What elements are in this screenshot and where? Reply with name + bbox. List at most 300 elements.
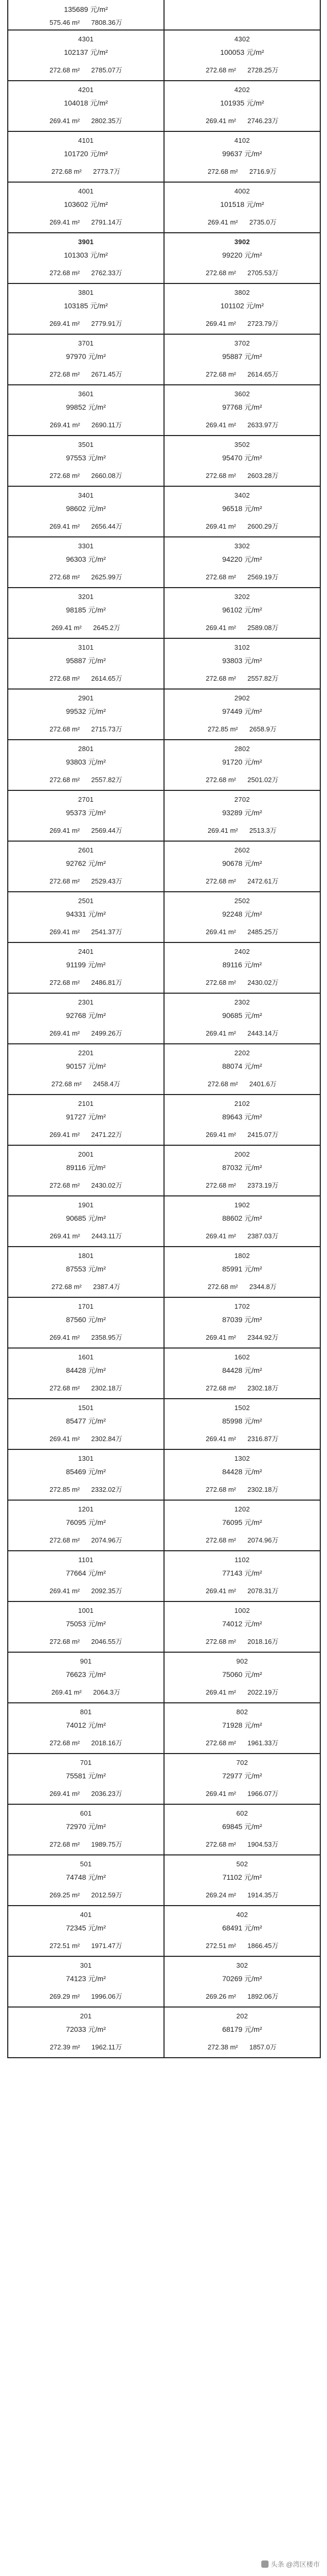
unit-price-value: 68491 [222,1924,243,1932]
unit-number: 1801 [78,1252,94,1260]
unit-price-value: 72345 [66,1924,86,1932]
unit-total-value: 2723.79 [247,320,272,327]
unit-price-unit: 元/m² [88,707,106,715]
unit-price-value: 100053 [220,48,245,56]
unit-price-unit: 元/m² [88,808,106,817]
unit-number: 4202 [234,86,250,94]
unit-area-unit: m² [72,1384,80,1392]
unit-total-value: 2430.02 [91,1181,116,1189]
unit-price-value: 84428 [66,1366,86,1374]
unit-area-unit: m² [72,269,80,277]
unit-area [50,370,80,378]
unit-total-value: 2705.53 [247,269,272,277]
unit-price [165,1162,320,1173]
unit-total-value: 1996.06 [91,1993,116,2000]
unit-area-value: 272.68 [49,573,70,581]
unit-price [165,1923,320,1933]
unit-number: 1102 [234,1556,250,1564]
unit-total-value: 2746.23 [247,117,272,125]
unit-area-unit: m² [72,928,80,936]
unit-number: 2801 [78,745,94,753]
unit-total-unit: 万 [272,1840,279,1848]
unit-price [8,503,164,514]
unit-price-value: 97768 [222,403,243,411]
unit-meta [8,1738,164,1747]
unit-price-unit: 元/m² [88,910,106,918]
unit-price [8,554,164,564]
unit-total [93,1079,121,1088]
unit-price-value: 92248 [222,910,243,918]
unit-meta [165,1028,320,1038]
unit-number: 1701 [78,1302,94,1310]
unit-price-value: 90685 [66,1214,86,1222]
unit-total [247,876,278,886]
unit-area-unit: m² [228,320,236,327]
unit-cell [165,2008,321,2058]
unit-price-unit: 元/m² [244,1873,262,1881]
unit-total-value: 2471.22 [91,1131,116,1139]
unit-area [206,370,236,378]
unit-price-unit: 元/m² [88,403,106,411]
unit-cell [8,1551,165,1602]
unit-price-unit: 元/m² [244,251,262,259]
unit-area-value: 272.38 [207,2043,229,2051]
unit-area [207,1283,238,1291]
unit-area-value: 269.41 [49,928,70,936]
unit-number: 1101 [78,1556,94,1564]
unit-area-unit: m² [228,1993,236,2000]
unit-number: 3702 [234,339,250,347]
unit-total [247,1484,278,1494]
unit-price-value: 103602 [64,200,88,208]
unit-total [91,1738,122,1747]
unit-meta [165,774,320,784]
unit-price-value: 69845 [222,1822,243,1831]
unit-area-value: 269.41 [49,1334,70,1341]
unit-area-unit: m² [228,66,236,74]
unit-area [50,979,80,986]
unit-total-value: 2074.96 [91,1536,116,1544]
unit-price-value: 102137 [64,48,88,56]
unit-cell [8,892,165,943]
unit-cell [8,487,165,537]
unit-price-value: 72977 [222,1772,243,1780]
unit-price-unit: 元/m² [88,555,106,563]
unit-meta [8,115,164,125]
unit-area-value: 272.68 [205,776,227,784]
unit-price-unit: 元/m² [244,1467,262,1476]
unit-price-value: 96102 [222,606,243,614]
unit-area-value: 269.41 [49,827,70,834]
unit-area-unit: m² [72,320,80,327]
unit-total-value: 2728.25 [247,66,272,74]
unit-price-value: 104018 [64,99,88,107]
unit-total-unit: 万 [115,320,123,327]
unit-meta [165,1129,320,1139]
unit-price [8,1010,164,1021]
unit-area [50,117,80,125]
unit-area-value: 269.41 [205,117,227,125]
unit-total [249,2042,277,2051]
unit-number: 3102 [234,643,250,651]
unit-total [91,1991,122,2001]
unit-total-unit: 万 [272,66,279,74]
unit-price-unit: 元/m² [88,859,106,867]
unit-total [91,1940,122,1950]
unit-meta [8,1788,164,1798]
unit-cell [165,487,321,537]
unit-total-value: 2603.28 [247,472,272,480]
unit-area-unit: m² [72,1536,80,1544]
unit-total [91,724,122,733]
unit-total-value: 2092.35 [91,1587,116,1595]
unit-area [51,1283,82,1291]
unit-price [8,807,164,818]
unit-price [8,1923,164,1933]
unit-total-value: 2658.9 [249,725,270,733]
unit-total [247,369,278,379]
unit-price-value: 71102 [222,1873,242,1881]
unit-cell [165,1602,321,1653]
unit-cell [165,436,321,487]
unit-price-unit: 元/m² [90,302,108,310]
unit-cell [8,81,165,132]
unit-price-unit: 元/m² [88,1924,106,1932]
unit-total [247,318,278,328]
unit-total-value: 2762.33 [91,269,116,277]
unit-price-value: 88602 [222,1214,243,1222]
unit-price-value: 98185 [66,606,86,614]
unit-cell [8,1805,165,1855]
unit-cell [8,1602,165,1653]
unit-cell [165,1450,321,1501]
unit-price [8,1061,164,1071]
unit-number: 1601 [78,1353,94,1361]
unit-total-value: 2486.81 [91,979,116,986]
unit-area-unit: m² [228,1181,236,1189]
unit-total [91,1636,122,1646]
unit-total-value: 2078.31 [247,1587,272,1595]
unit-area [206,1739,236,1747]
unit-total-value: 2022.19 [247,1688,272,1696]
unit-cell [8,1298,165,1349]
unit-total [91,318,122,328]
unit-price [165,909,320,919]
unit-total [91,217,122,227]
unit-cell [8,31,165,81]
unit-price-value: 103185 [64,302,88,310]
unit-cell [8,1754,165,1805]
unit-number: 2601 [78,846,94,854]
unit-price-value: 99532 [66,707,86,715]
unit-area [51,168,82,175]
unit-price-unit: 元/m² [88,1873,106,1881]
unit-number: 3401 [78,491,94,499]
unit-area [50,877,80,885]
unit-area-value: 272.68 [49,1739,70,1747]
unit-price-unit: 元/m² [88,1569,106,1577]
unit-total-unit: 万 [115,66,123,74]
unit-price [165,503,320,514]
unit-area-value: 272.68 [49,1536,70,1544]
unit-total-value: 2472.61 [247,877,272,885]
unit-meta [165,369,320,379]
unit-total [91,1890,122,1899]
unit-price-value: 84428 [222,1467,243,1476]
unit-area-value: 269.41 [49,522,70,530]
unit-cell [165,1957,321,2008]
unit-number: 1302 [234,1455,250,1462]
unit-area-unit: m² [228,522,236,530]
unit-total-value: 2614.65 [91,675,116,682]
unit-meta [8,1839,164,1849]
unit-area-value: 269.41 [205,1790,227,1798]
unit-total-value: 2735.0 [249,218,270,226]
unit-meta [8,1991,164,2001]
unit-cell [165,1146,321,1196]
unit-area-value: 269.41 [49,320,70,327]
unit-total-value: 2660.08 [91,472,116,480]
unit-area-value: 272.39 [50,2043,70,2051]
unit-total [247,1687,278,1697]
unit-total-value: 2387.4 [93,1283,114,1291]
unit-number: 1501 [78,1404,94,1412]
unit-area [50,472,80,480]
unit-total-unit: 万 [272,1131,279,1139]
unit-price-unit: 元/m² [88,1974,106,1983]
unit-price [8,1416,164,1426]
unit-area-value: 269.41 [207,827,229,834]
unit-cell [8,740,165,791]
unit-area [50,522,80,530]
unit-price-unit: 元/m² [244,1518,262,1526]
unit-price-value: 75581 [66,1772,86,1780]
unit-total-value: 2802.35 [91,117,116,125]
unit-meta [8,2042,164,2051]
unit-price-unit: 元/m² [244,1772,262,1780]
unit-meta [8,774,164,784]
unit-total [91,1332,122,1342]
unit-price [8,1973,164,1984]
unit-area-value: 272.68 [205,1384,227,1392]
unit-area [206,1029,236,1037]
unit-area-unit: m² [228,370,236,378]
unit-area-unit: m² [228,1739,236,1747]
unit-total-value: 2064.3 [93,1688,114,1696]
unit-total-value: 2589.08 [247,624,272,632]
unit-meta [165,1281,320,1291]
unit-number: 2602 [234,846,250,854]
unit-area [50,827,80,834]
unit-area-unit: m² [228,1587,236,1595]
unit-area-value: 269.41 [51,624,72,632]
unit-area-unit: m² [72,573,80,581]
unit-area-value: 272.68 [49,877,70,885]
unit-area-value: 272.68 [205,1840,227,1848]
unit-area-value: 272.68 [51,168,72,175]
unit-area-unit: m² [228,1891,236,1899]
unit-total-value: 2529.43 [91,877,116,885]
unit-cell [165,1703,321,1754]
unit-cell [165,994,321,1044]
unit-total-value: 2373.19 [247,1181,272,1189]
unit-total [91,1585,122,1595]
unit-number: 701 [80,1759,92,1766]
unit-total-unit: 万 [115,675,123,682]
unit-price-unit: 元/m² [88,1721,106,1729]
unit-cell [8,943,165,994]
unit-area-unit: m² [228,1536,236,1544]
unit-area-unit: m² [228,472,236,480]
unit-area-unit: m² [228,1688,236,1696]
unit-number: 1001 [78,1607,94,1614]
unit-area-unit: m² [72,472,80,480]
unit-area-unit: m² [73,1283,82,1291]
unit-price-value: 87560 [66,1315,86,1324]
unit-price-unit: 元/m² [88,504,106,513]
unit-area-unit: m² [228,928,236,936]
unit-price-unit: 元/m² [88,1670,106,1679]
unit-meta [8,926,164,936]
unit-total-value: 2569.44 [91,827,116,834]
unit-area-unit: m² [72,66,80,74]
unit-price-unit: 元/m² [246,302,264,310]
unit-area-value: 269.41 [49,1790,70,1798]
unit-price-unit: 元/m² [90,200,108,208]
unit-total [91,1788,122,1798]
unit-cell [165,385,321,436]
unit-cell [165,1653,321,1703]
unit-number: 2701 [78,796,94,803]
unit-price [8,402,164,412]
unit-total [91,1839,122,1849]
unit-total-unit: 万 [115,2043,122,2051]
unit-total-unit: 万 [115,1891,123,1899]
unit-area [50,1638,80,1645]
unit-total-value: 1857.0 [249,2043,270,2051]
unit-meta [8,1433,164,1443]
unit-price-value: 72970 [66,1822,86,1831]
unit-price-value: 87039 [222,1315,243,1324]
unit-price-value: 99637 [222,149,243,158]
unit-price-unit: 元/m² [88,1518,106,1526]
unit-price-unit: 元/m² [246,48,264,56]
unit-total-unit: 万 [115,1587,123,1595]
unit-area-unit: m² [73,1080,82,1088]
unit-meta [165,1433,320,1443]
unit-cell [8,1855,165,1906]
unit-price [165,1771,320,1781]
unit-total-value: 2773.7 [93,168,114,175]
unit-meta [165,521,320,531]
unit-cell [165,81,321,132]
unit-price [165,301,320,311]
unit-total [91,673,122,683]
unit-number: 1802 [234,1252,250,1260]
unit-number: 3601 [78,390,94,398]
unit-total-value: 2716.9 [249,168,270,175]
unit-total-value: 2485.25 [247,928,272,936]
unit-price [8,605,164,615]
unit-total-unit: 万 [272,1790,279,1798]
unit-price-unit: 元/m² [88,1265,106,1273]
unit-cell [165,31,321,81]
unit-cell [8,1196,165,1247]
unit-area-value: 575.46 [49,19,70,26]
unit-price [8,960,164,970]
unit-total-unit: 万 [270,218,277,226]
unit-meta [165,267,320,277]
unit-total-unit: 万 [115,1181,123,1189]
unit-price [165,858,320,868]
unit-area-value: 269.41 [51,1688,72,1696]
unit-area-value: 272.68 [49,1638,70,1645]
unit-number: 2202 [234,1049,250,1057]
unit-total-unit: 万 [270,725,277,733]
unit-meta [165,217,320,227]
unit-meta [8,65,164,74]
unit-price-unit: 元/m² [88,352,106,361]
unit-meta [165,724,320,733]
unit-total-unit: 万 [113,168,121,175]
unit-price-unit: 元/m² [87,1163,106,1172]
unit-price-unit: 元/m² [246,200,264,208]
unit-total-value: 2332.02 [91,1486,116,1493]
unit-meta [8,17,164,27]
unit-total-value: 2569.19 [247,573,272,581]
unit-total [91,977,122,987]
unit-total-value: 2302.18 [247,1384,272,1392]
unit-total [91,1383,122,1392]
unit-total-unit: 万 [115,269,123,277]
unit-total-unit: 万 [115,117,123,125]
unit-area-value: 272.68 [49,1181,70,1189]
unit-number: 2101 [78,1100,94,1107]
unit-area-unit: m² [228,877,236,885]
unit-total-unit: 万 [270,827,277,834]
unit-area-unit: m² [230,168,238,175]
unit-area-value: 269.41 [49,1131,70,1139]
unit-area-value: 272.68 [49,269,70,277]
unit-meta [165,1738,320,1747]
unit-price-unit: 元/m² [88,758,106,766]
unit-area-value: 272.68 [205,1536,227,1544]
unit-meta [165,1687,320,1697]
unit-total-value: 2499.26 [91,1029,116,1037]
unit-cell [165,1349,321,1399]
unit-total-value: 2656.44 [91,522,116,530]
unit-number: 1301 [78,1455,94,1462]
unit-price-unit: 元/m² [244,1721,262,1729]
unit-cell [165,132,321,183]
unit-total-value: 2557.82 [247,675,272,682]
unit-price [165,554,320,564]
unit-area-unit: m² [72,1232,80,1240]
unit-total [91,470,122,480]
unit-price [165,1619,320,1629]
unit-total-unit: 万 [272,928,279,936]
unit-price-unit: 元/m² [244,1670,262,1679]
unit-cell [165,335,321,385]
unit-price-unit: 元/m² [244,859,262,867]
unit-area [206,1993,236,2000]
unit-cell [8,639,165,690]
unit-area-value: 272.68 [205,877,227,885]
unit-price-value: 90685 [222,1011,243,1020]
unit-total-unit: 万 [115,1232,122,1240]
unit-meta [8,1890,164,1899]
unit-price [8,909,164,919]
